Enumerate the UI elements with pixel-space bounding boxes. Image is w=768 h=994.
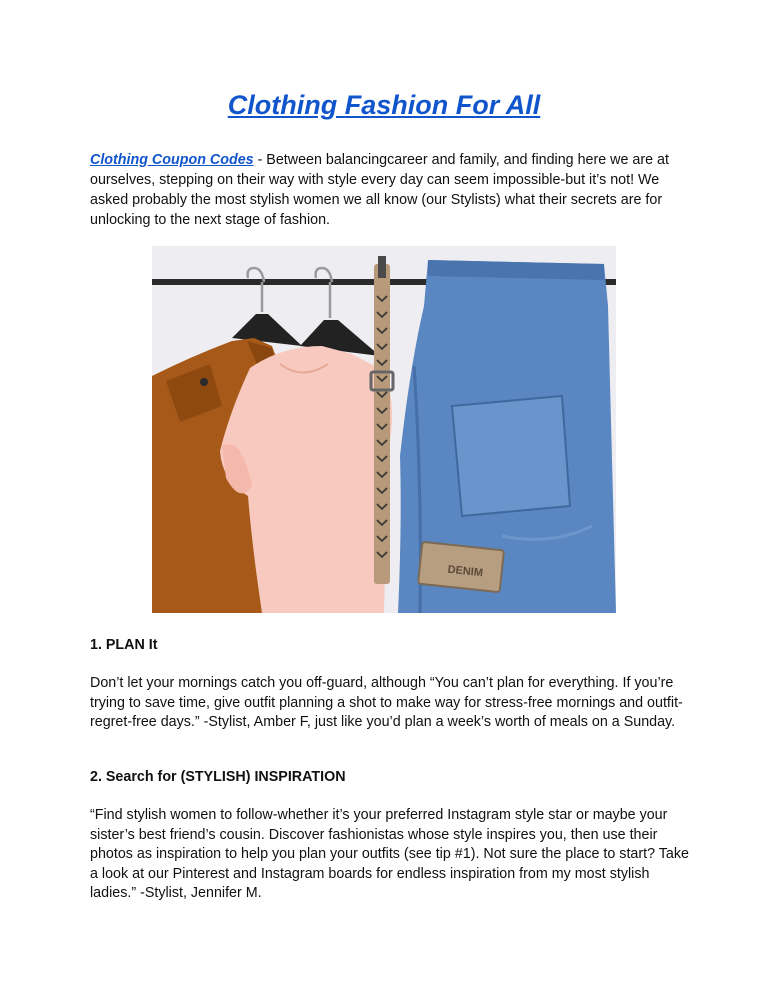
section-heading-plan: 1. PLAN It [90,637,158,653]
section-heading-inspiration: 2. Search for (STYLISH) INSPIRATION [90,769,346,785]
coupon-codes-link[interactable]: Clothing Coupon Codes [90,152,254,168]
section-body-plan: Don’t let your mornings catch you off-guard, although “You can’t plan for everything. If you’re trying to save time, give outfit planning a shot to make way for stress-free mornings and outfit-regret-free days.” -Stylist, Amber F, just like you’d plan a week’s worth of meals on a Sunday. [90,675,683,730]
page-title [0,90,768,121]
clothing-rack-photo [152,246,616,613]
intro-paragraph [90,150,690,230]
intro-text: - Between balancingcareer and family, and finding here we are at ourselves, stepping on their way with style every day can seem impossible-but it’s not! We asked probably the most stylish women we all know (our Stylists) what their secrets are for unlocking to the next stage of fashion. [90,152,669,228]
title-link[interactable]: Clothing Fashion For All [227,90,541,120]
woven-belt [374,264,390,584]
section-body-inspiration: “Find stylish women to follow-whether it’s your preferred Instagram style star or maybe your sister’s best friend’s cousin. Discover fashionistas whose style inspires you, then use their photos as inspiration to help you plan your outfits (see tip #1). Not sure the place to start? Take a look at our Pinterest and Instagram boards for endless inspiration from my most stylish ladies.” -Stylist, Jennifer M. [90,807,689,901]
denim-label-text: DENIM [447,563,484,580]
denim-label-patch [418,542,504,592]
